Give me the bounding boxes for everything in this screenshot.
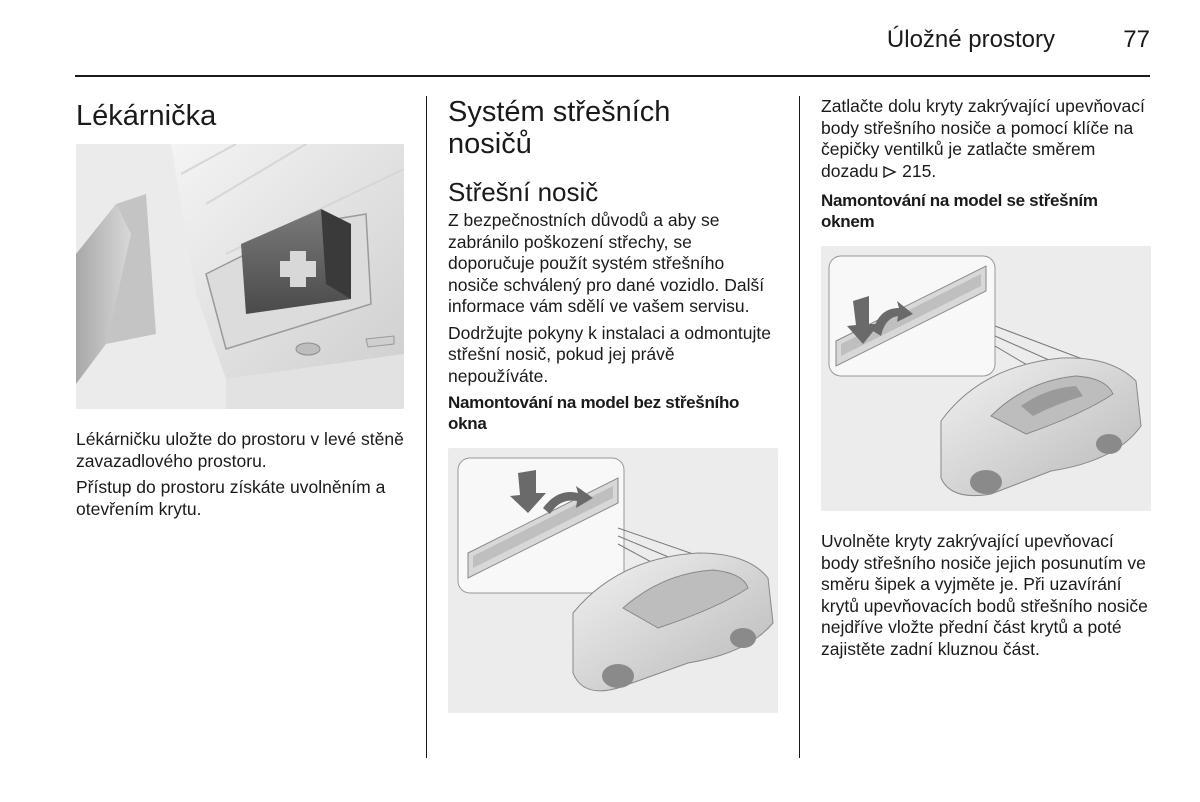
roof-rack-heading-line2: nosičů: [448, 128, 532, 160]
no-sunroof-subheading-line2: okna: [448, 414, 487, 433]
column-sunroof: [821, 96, 1151, 660]
section-title: Úložné prostory: [886, 26, 1055, 53]
release-covers-para: Uvolněte kryty zakrývající upevňovací body střešního nosiče jejich posunutím ve směru šipek a vyjměte je. Při uzavírání krytů upevňovacích bodů střešního nosiče nejdříve vložte přední část krytů a poté zajistěte zadní kluznou část.: [821, 531, 1148, 659]
sunroof-subheading-line2: oknem: [821, 212, 875, 231]
first-aid-para-1: Lékárničku uložte do prostoru v levé stěně zavazadlového prostoru.: [76, 429, 404, 471]
header-rule: [75, 75, 1150, 77]
column-divider-left: [426, 96, 427, 758]
page-reference-triangle-icon: [883, 161, 897, 183]
push-covers-text: Zatlačte dolu kryty zakrývající upevňovací body střešního nosiče a pomocí klíče na čepičky ventilků je zatlačte směrem dozadu: [821, 96, 1145, 181]
column-first-aid: [76, 96, 406, 520]
roof-rack-para-1: Z bezpečnostních důvodů a aby se zabránilo poškození střechy, se doporučuje použít systém střešního nosiče schválený pro dané vozidlo. Další informace vám sdělí ve vašem servisu.: [448, 210, 765, 316]
first-aid-para-2: Přístup do prostoru získáte uvolněním a otevřením krytu.: [76, 477, 386, 519]
roof-rack-heading-line1: Systém střešních: [448, 96, 671, 128]
sunroof-subheading: [821, 190, 1151, 232]
roof-rack-illustration-b: [821, 246, 1151, 511]
roof-rack-subheading: Střešní nosič: [448, 177, 599, 207]
roof-rack-heading: [448, 96, 778, 160]
no-sunroof-figure: [448, 448, 778, 713]
sunroof-subheading-line1: Namontování na model se střešním: [821, 191, 1098, 210]
column-divider-right: [799, 96, 800, 758]
push-covers-para: [821, 96, 1151, 182]
sunroof-figure: [821, 246, 1151, 511]
first-aid-heading: Lékárnička: [76, 100, 217, 132]
no-sunroof-subheading-line1: Namontování na model bez střešního: [448, 393, 740, 412]
no-sunroof-subheading: [448, 392, 778, 434]
first-aid-figure: [76, 144, 404, 409]
roof-rack-para-2: Dodržujte pokyny k instalaci a odmontujte střešní nosič, pokud jej právě nepoužíváte.: [448, 322, 771, 386]
column-roof-rack: [448, 96, 778, 713]
page-number: 77: [1123, 26, 1150, 53]
page-reference[interactable]: 215.: [902, 160, 937, 181]
trunk-illustration: [76, 144, 404, 409]
roof-rack-illustration-a: [448, 448, 778, 713]
